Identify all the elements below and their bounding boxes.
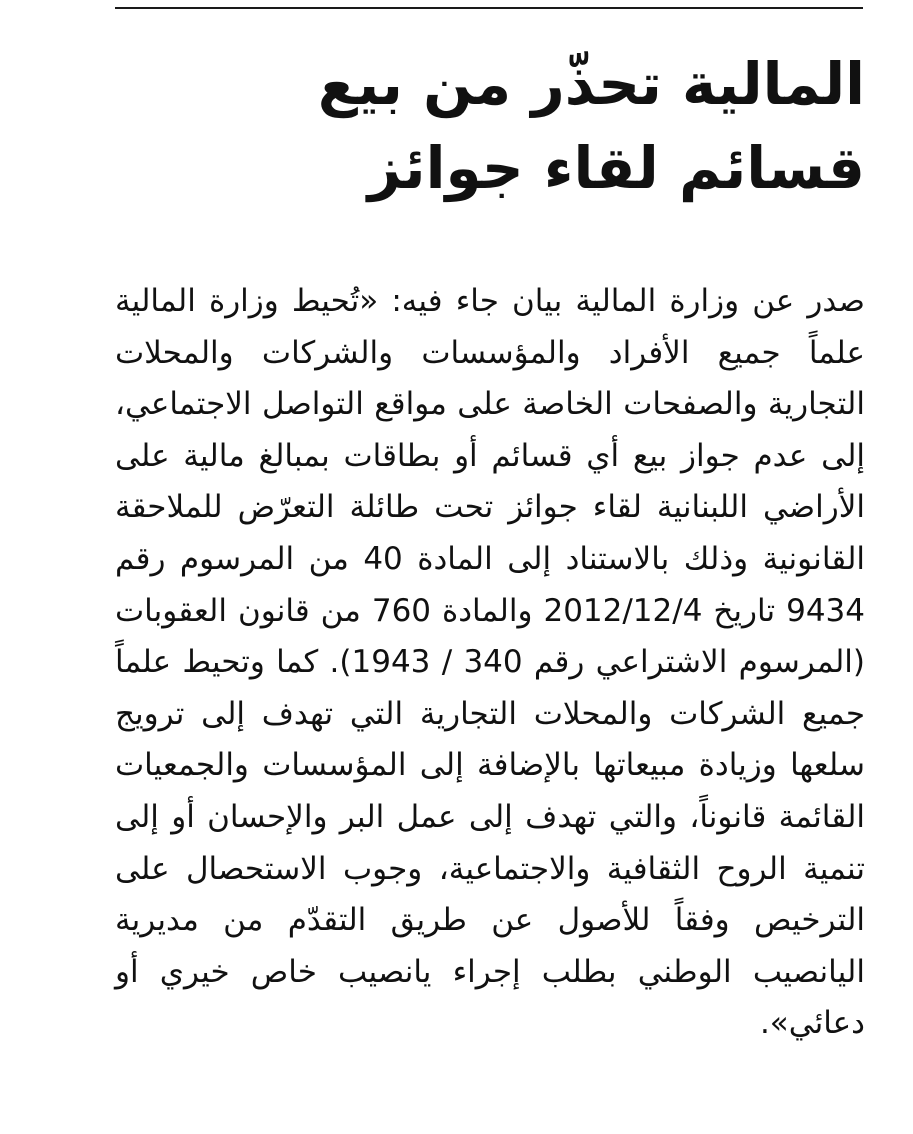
top-divider <box>115 7 863 9</box>
article-body: صدر عن وزارة المالية بيان جاء فيه: «تُحيط وزارة المالية علماً جميع الأفراد والمؤسسات والشركات والمحلات التجارية والصفحات الخاصة على مواقع التواصل الاجتماعي، إلى عدم جواز بيع أي قسائم أو بطاقات بمبالغ مالية على الأراضي اللبنانية لقاء جوائز تحت طائلة التعرّض للملاحقة القانونية وذلك بالاستناد إلى المادة 40 من المرسوم رقم 9434 تاريخ 2012/12/4 والمادة 760 من قانون العقوبات (المرسوم الاشتراعي رقم 340 / 1943). كما وتحيط علماً جميع الشركات والمحلات التجارية التي تهدف إلى ترويج سلعها وزيادة مبيعاتها بالإضافة إلى المؤسسات والجمعيات القائمة قانوناً، والتي تهدف إلى عمل البر والإحسان أو إلى تنمية الروح الثقافية والاجتماعية، وجوب الاستحصال على الترخيص وفقاً للأصول عن طريق التقدّم من مديرية اليانصيب الوطني بطلب إجراء يانصيب خاص خيري أو دعائي». <box>115 283 866 1042</box>
article-headline: المالية تحذّر من بيع قسائم لقاء جوائز <box>317 50 865 202</box>
